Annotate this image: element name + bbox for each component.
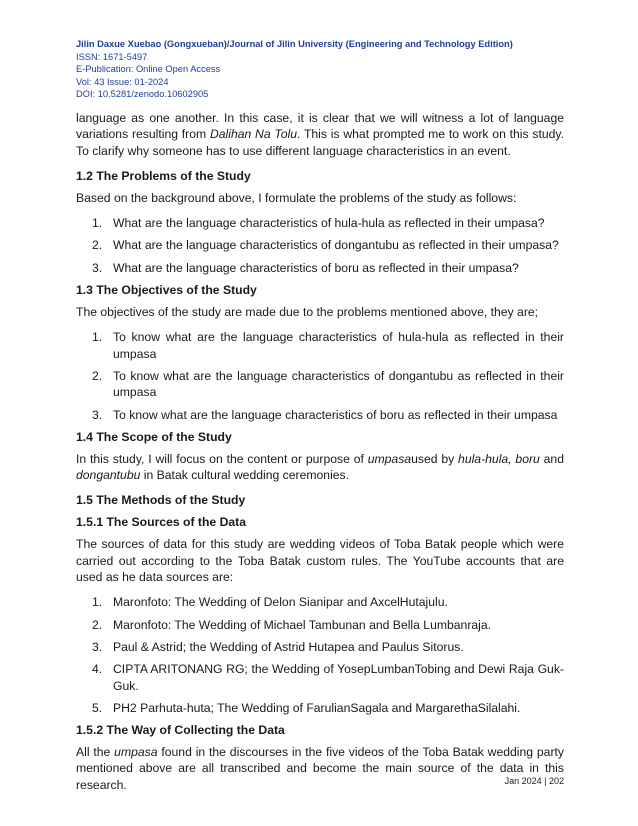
list-text: To know what are the language characteristics of boru as reflected in their umpasa	[113, 407, 558, 422]
list-number: 3.	[92, 639, 103, 654]
list-text: Maronfoto: The Wedding of Michael Tambunan and Bella Lumbanraja.	[113, 617, 492, 632]
section-heading-scope: 1.4 The Scope of the Study	[76, 429, 232, 444]
objectives-list	[76, 329, 564, 422]
text-run: . This is what prompted me to work on this study. To clarify why someone has to use different language characteristics in an event.	[76, 127, 564, 158]
list-number: 4.	[92, 662, 103, 677]
list-number: 1.	[92, 216, 103, 231]
subsection-heading-sources: 1.5.1 The Sources of the Data	[76, 515, 247, 530]
list-text: What are the language characteristics of hula-hula as reflected in their umpasa?	[113, 216, 545, 231]
volume-issue: Vol: 43 Issue: 01-2024	[76, 76, 169, 87]
section-heading-methods: 1.5 The Methods of the Study	[76, 493, 246, 508]
page-footer: Jan 2024 | 202	[504, 776, 564, 786]
text-run: in Batak cultural wedding ceremonies.	[140, 468, 350, 483]
italic-term: umpasa	[114, 745, 158, 760]
text-run: In this study, I will focus on the content or purpose of	[76, 451, 368, 466]
intro-paragraph	[76, 110, 564, 159]
list-number: 3.	[92, 407, 103, 422]
list-text: To know what are the language characteristics of hula-hula as reflected in their umpasa	[113, 330, 564, 361]
doi: DOI: 10.5281/zenodo.10602905	[76, 89, 209, 100]
text-run: All the	[76, 745, 115, 760]
list-item	[76, 260, 564, 276]
text-run: language as one another. In this case, it is clear that we will witness a lot of language variations resulting from	[76, 111, 564, 142]
list-item	[76, 661, 564, 694]
journal-header	[76, 38, 513, 101]
problems-list	[76, 215, 564, 276]
list-text: What are the language characteristics of dongantubu as reflected in their umpasa?	[113, 238, 559, 253]
sources-lead: The sources of data for this study are wedding videos of Toba Batak people which were carried out according to the Toba Batak custom rules. The YouTube accounts that are used as he data sources are:	[76, 537, 564, 585]
italic-term: Dalihan Na Tolu	[209, 127, 298, 142]
list-item	[76, 368, 564, 401]
list-item	[76, 700, 564, 716]
list-text: CIPTA ARITONANG RG; the Wedding of YosepLumbanTobing and Dewi Raja Guk-Guk.	[113, 662, 564, 693]
italic-term: dongantubu	[76, 468, 141, 483]
list-number: 1.	[92, 330, 103, 345]
list-item	[76, 237, 564, 253]
list-item	[76, 594, 564, 610]
collecting-paragraph	[76, 744, 564, 793]
list-text: PH2 Parhuta-huta; The Wedding of FarulianSagala and MargarethaSilalahi.	[113, 700, 521, 715]
list-text: Paul & Astrid; the Wedding of Astrid Hutapea and Paulus Sitorus.	[113, 639, 464, 654]
list-text: To know what are the language characteristics of dongantubu as reflected in their umpasa	[113, 368, 564, 400]
list-item	[76, 617, 564, 633]
text-run: and	[539, 451, 564, 466]
section-heading-problems: 1.2 The Problems of the Study	[76, 168, 251, 183]
list-item	[76, 329, 564, 362]
objectives-lead: The objectives of the study are made due to the problems mentioned above, they are;	[76, 305, 539, 320]
italic-term: hula-hula, boru	[458, 451, 540, 466]
text-run: used by	[411, 451, 459, 466]
list-number: 2.	[92, 368, 103, 383]
epublication: E-Publication: Online Open Access	[76, 64, 221, 75]
sources-list	[76, 594, 564, 716]
list-number: 1.	[92, 595, 103, 610]
scope-paragraph	[76, 451, 564, 484]
list-item	[76, 407, 564, 423]
list-number: 5.	[92, 700, 103, 715]
list-item	[76, 639, 564, 655]
subsection-heading-collecting: 1.5.2 The Way of Collecting the Data	[76, 723, 285, 738]
journal-title: Jilin Daxue Xuebao (Gongxueban)/Journal of Jilin University (Engineering and Technology Edition)	[76, 39, 513, 49]
section-heading-objectives: 1.3 The Objectives of the Study	[76, 283, 257, 298]
issn: ISSN: 1671-5497	[76, 51, 148, 62]
italic-term: umpasa	[367, 451, 412, 466]
text-run: found in the discourses in the five videos of the Toba Batak wedding party mentioned above are all transcribed and become the main source of the data in this research.	[76, 745, 565, 792]
list-number: 3.	[92, 260, 103, 275]
problems-lead: Based on the background above, I formulate the problems of the study as follows:	[76, 190, 517, 205]
list-number: 2.	[92, 238, 103, 253]
article-body	[76, 110, 564, 802]
list-text: Maronfoto: The Wedding of Delon Sianipar and AxcelHutajulu.	[113, 595, 448, 610]
list-number: 2.	[92, 617, 103, 632]
list-text: What are the language characteristics of boru as reflected in their umpasa?	[113, 260, 519, 275]
list-item	[76, 215, 564, 231]
